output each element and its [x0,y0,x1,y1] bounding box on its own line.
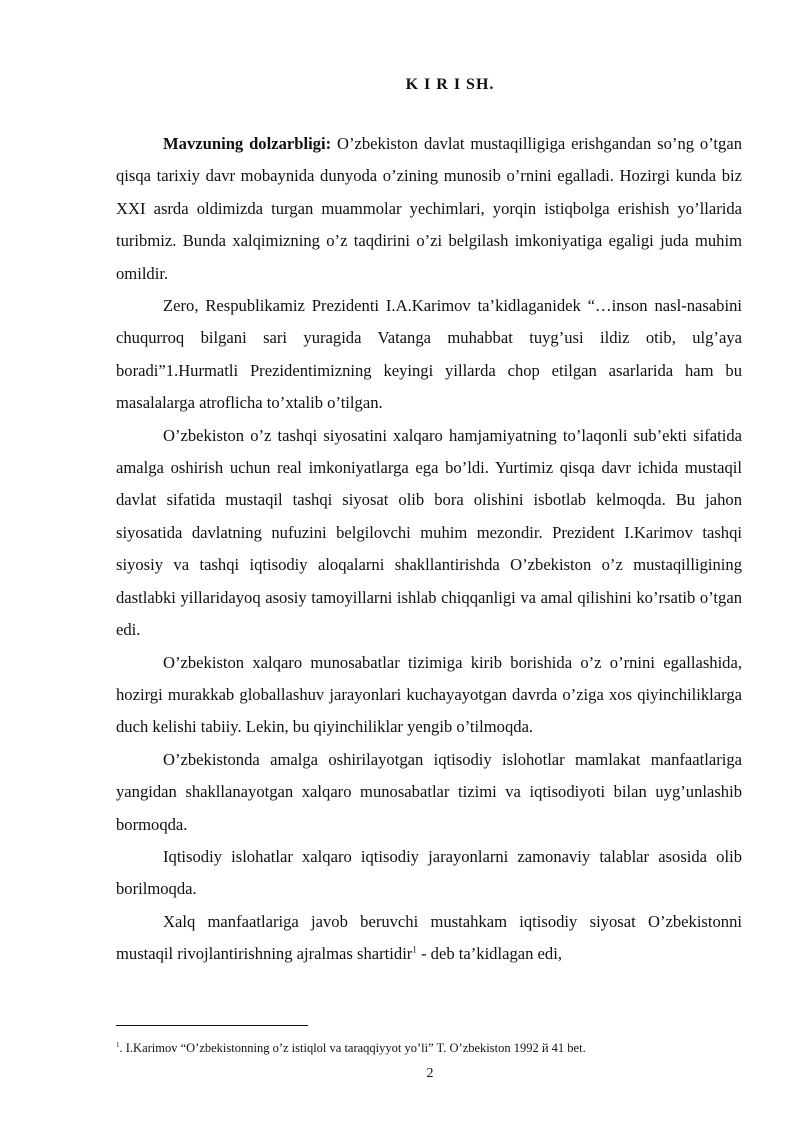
last-paragraph-tail: - deb ta’kidlagan edi, [416,944,562,964]
paragraph: O’zbekistonda amalga oshirilayotgan iqtisodiy islohotlar mamlakat manfaatlariga yangidan shakllanayotgan xalqaro munosabatlar tizimi va iqtisodiyoti bilan uyg’unlashib bormoqda. [116,749,742,834]
paragraph-last [116,906,742,971]
footnote-text: . I.Karimov “O’zbekistonning o’z istiqlol va taraqqiyyot yo’li” T. O’zbekiston 1992 й 41 bet. [119,1041,586,1055]
page-number: 2 [426,1066,434,1081]
paragraph: Iqtisodiy islohatlar xalqaro iqtisodiy jarayonlarni zamonaviy talablar asosida olib borilmoqda. [116,846,742,899]
page-title: K I R I SH. [405,76,495,93]
paragraph: Zero, Respublikamiz Prezidenti I.A.Karimov ta’kidlaganidek “…inson nasl-nasabini chuqurroq bilgani sari yuragida Vatanga muhabbat tuyg’usi ildiz otib, ulg’aya boradi”1.Hurmatli Prezidentimizning keyingi yillarda chop etilgan asarlarida ham bu masalalarga atroflicha to’xtalib o’tilgan. [116,296,742,413]
intro-text: O’zbekiston davlat mustaqilligiga erishgandan so’ng o’tgan qisqa tarixiy davr mobaynida dunyoda o’zining munosib o’rnini egalladi. Hozirgi kunda biz XXI asrda oldimizda turgan muammolar yechimlari, yorqin istiqbolga erishish yo’llarida turibmiz. Bunda xalqimizning o’z taqdirini o’zi belgilash imkoniyatiga egaligi juda muhim omildir. [116,134,742,283]
footnote-marker: 1 [116,1040,120,1049]
footnote [116,1040,756,1056]
lead-heading: Mavzuning dolzarbligi: [163,134,332,153]
paragraph: O’zbekiston o’z tashqi siyosatini xalqaro hamjamiyatning to’laqonli sub’ekti sifatida amalga oshirish uchun real imkoniyatlarga ega bo’ldi. Yurtimiz qisqa davr ichida mustaqil davlat sifatida mustaqil tashqi siyosat olib bora olishini isbotlab kelmoqda. Bu jahon siyosatida davlatning nufuzini belgilovchi muhim mezondir. Prezident I.Karimov tashqi siyosiy va tashqi iqtisodiy aloqalarni shakllantirishda O’zbekiston o’z mustaqilligining dastlabki yillaridayoq asosiy tamoyillarni ishlab chiqqanligi va amal qilishini ko’rsatib o’tgan edi. [116,425,742,640]
footnote-reference: 1 [412,944,417,955]
footnote-divider [116,1025,308,1026]
last-paragraph-text: Xalq manfaatlariga javob beruvchi mustahkam iqtisodiy siyosat O’zbekistonni mustaqil rivojlantirishning ajralmas shartidir [116,911,742,964]
body-text [116,128,742,971]
paragraph: O’zbekiston xalqaro munosabatlar tizimiga kirib borishida o’z o’rnini egallashida, hozirgi murakkab globallashuv jarayonlari kuchayayotgan davrda o’ziga xos qiyinchiliklarga duch kelishi tabiiy. Lekin, bu qiyinchiliklar yengib o’tilmoqda. [116,652,742,737]
paragraph-intro [116,128,742,290]
